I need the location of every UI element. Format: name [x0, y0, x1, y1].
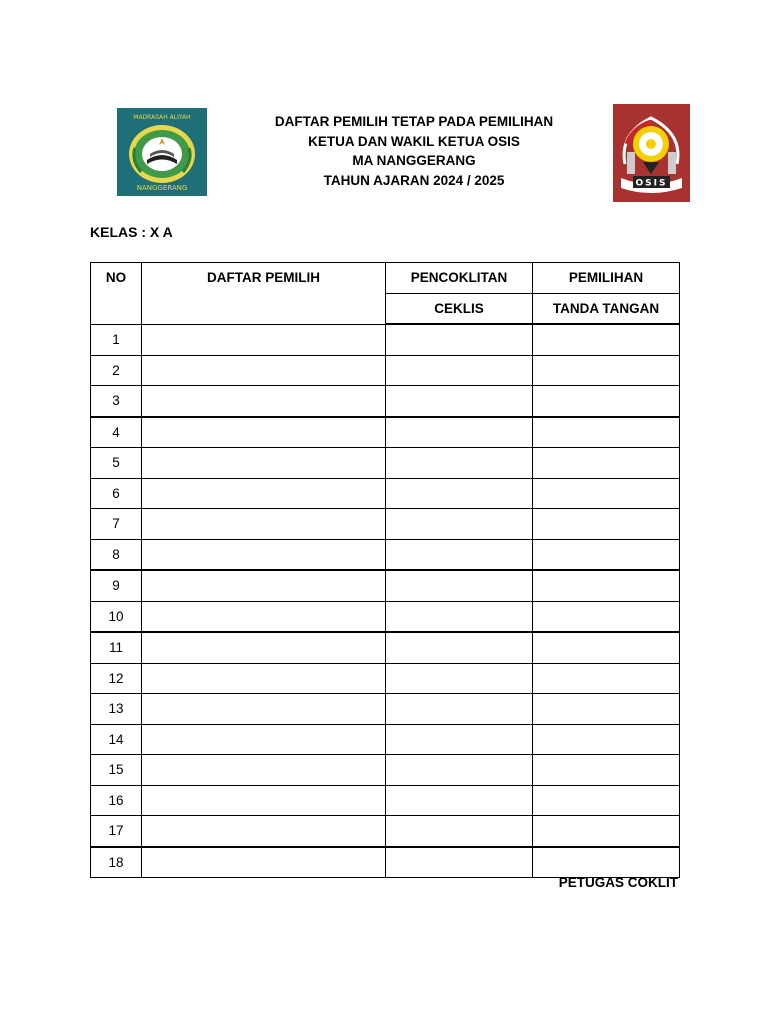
table-row [91, 539, 680, 570]
ceklis-cell[interactable] [386, 417, 533, 448]
voter-name-cell[interactable] [142, 478, 386, 509]
voter-name-cell[interactable] [142, 448, 386, 479]
ceklis-cell[interactable] [386, 386, 533, 417]
class-label: KELAS : X A [90, 224, 173, 240]
voter-name-cell[interactable] [142, 386, 386, 417]
header-line-4: TAHUN AJARAN 2024 / 2025 [323, 172, 505, 188]
signature-cell[interactable] [533, 694, 680, 725]
signature-cell[interactable] [533, 570, 680, 601]
table-row [91, 632, 680, 663]
voter-name-cell[interactable] [142, 816, 386, 847]
svg-text:MADRASAH ALIYAH: MADRASAH ALIYAH [133, 114, 191, 121]
col-header-daftar-pemilih: DAFTAR PEMILIH [142, 263, 386, 325]
document-header [230, 112, 598, 190]
row-number: 5 [91, 448, 142, 479]
signature-cell[interactable] [533, 417, 680, 448]
signature-cell[interactable] [533, 847, 680, 878]
voter-name-cell[interactable] [142, 694, 386, 725]
table-row [91, 355, 680, 386]
ceklis-cell[interactable] [386, 694, 533, 725]
voter-name-cell[interactable] [142, 785, 386, 816]
voter-name-cell[interactable] [142, 570, 386, 601]
table-row [91, 724, 680, 755]
ceklis-cell[interactable] [386, 355, 533, 386]
ceklis-cell[interactable] [386, 570, 533, 601]
ceklis-cell[interactable] [386, 601, 533, 632]
signature-cell[interactable] [533, 663, 680, 694]
voter-name-cell[interactable] [142, 417, 386, 448]
table-row [91, 816, 680, 847]
row-number: 15 [91, 755, 142, 786]
ceklis-cell[interactable] [386, 448, 533, 479]
ceklis-cell[interactable] [386, 539, 533, 570]
table-row [91, 417, 680, 448]
ceklis-cell[interactable] [386, 324, 533, 355]
table-row [91, 386, 680, 417]
osis-logo [613, 104, 690, 202]
table-row [91, 755, 680, 786]
ceklis-cell[interactable] [386, 785, 533, 816]
row-number: 14 [91, 724, 142, 755]
header-line-2: KETUA DAN WAKIL KETUA OSIS [308, 133, 520, 149]
row-number: 1 [91, 324, 142, 355]
signature-cell[interactable] [533, 355, 680, 386]
row-number: 9 [91, 570, 142, 601]
table-row [91, 601, 680, 632]
row-number: 11 [91, 632, 142, 663]
header-line-1: DAFTAR PEMILIH TETAP PADA PEMILIHAN [274, 114, 554, 129]
voter-table [90, 262, 680, 878]
voter-name-cell[interactable] [142, 509, 386, 540]
voter-name-cell[interactable] [142, 663, 386, 694]
row-number: 10 [91, 601, 142, 632]
table-row [91, 785, 680, 816]
ceklis-cell[interactable] [386, 724, 533, 755]
ceklis-cell[interactable] [386, 632, 533, 663]
row-number: 13 [91, 694, 142, 725]
row-number: 4 [91, 417, 142, 448]
col-header-pencoklitan: PENCOKLITAN [386, 263, 533, 294]
signature-cell[interactable] [533, 539, 680, 570]
signature-cell[interactable] [533, 816, 680, 847]
signature-cell[interactable] [533, 755, 680, 786]
table-row [91, 570, 680, 601]
col-subheader-tanda-tangan: TANDA TANGAN [533, 293, 680, 324]
voter-name-cell[interactable] [142, 355, 386, 386]
signature-cell[interactable] [533, 448, 680, 479]
signature-cell[interactable] [533, 478, 680, 509]
row-number: 18 [91, 847, 142, 878]
table-row [91, 663, 680, 694]
svg-text:NANGGERANG: NANGGERANG [136, 184, 188, 192]
row-number: 8 [91, 539, 142, 570]
header-line-3: MA NANGGERANG [352, 153, 476, 168]
row-number: 16 [91, 785, 142, 816]
signature-cell[interactable] [533, 785, 680, 816]
svg-text:OSIS: OSIS [635, 178, 668, 189]
petugas-label: PETUGAS COKLIT [558, 875, 678, 890]
row-number: 7 [91, 509, 142, 540]
ceklis-cell[interactable] [386, 755, 533, 786]
row-number: 2 [91, 355, 142, 386]
col-header-no: NO [91, 263, 142, 325]
voter-name-cell[interactable] [142, 724, 386, 755]
table-row [91, 448, 680, 479]
voter-name-cell[interactable] [142, 324, 386, 355]
ceklis-cell[interactable] [386, 847, 533, 878]
ceklis-cell[interactable] [386, 816, 533, 847]
row-number: 6 [91, 478, 142, 509]
ceklis-cell[interactable] [386, 478, 533, 509]
ceklis-cell[interactable] [386, 663, 533, 694]
signature-cell[interactable] [533, 386, 680, 417]
voter-name-cell[interactable] [142, 847, 386, 878]
signature-cell[interactable] [533, 632, 680, 663]
col-subheader-ceklis: CEKLIS [386, 293, 533, 324]
voter-name-cell[interactable] [142, 632, 386, 663]
row-number: 17 [91, 816, 142, 847]
signature-cell[interactable] [533, 601, 680, 632]
voter-name-cell[interactable] [142, 539, 386, 570]
signature-cell[interactable] [533, 509, 680, 540]
table-row [91, 478, 680, 509]
col-header-pemilihan: PEMILIHAN [533, 263, 680, 294]
madrasah-aliyah-logo [117, 108, 207, 196]
signature-cell[interactable] [533, 724, 680, 755]
voter-name-cell[interactable] [142, 755, 386, 786]
table-row [91, 694, 680, 725]
row-number: 12 [91, 663, 142, 694]
signature-cell[interactable] [533, 324, 680, 355]
voter-name-cell[interactable] [142, 601, 386, 632]
table-row [91, 324, 680, 355]
ceklis-cell[interactable] [386, 509, 533, 540]
table-row [91, 509, 680, 540]
row-number: 3 [91, 386, 142, 417]
table-row [91, 847, 680, 878]
